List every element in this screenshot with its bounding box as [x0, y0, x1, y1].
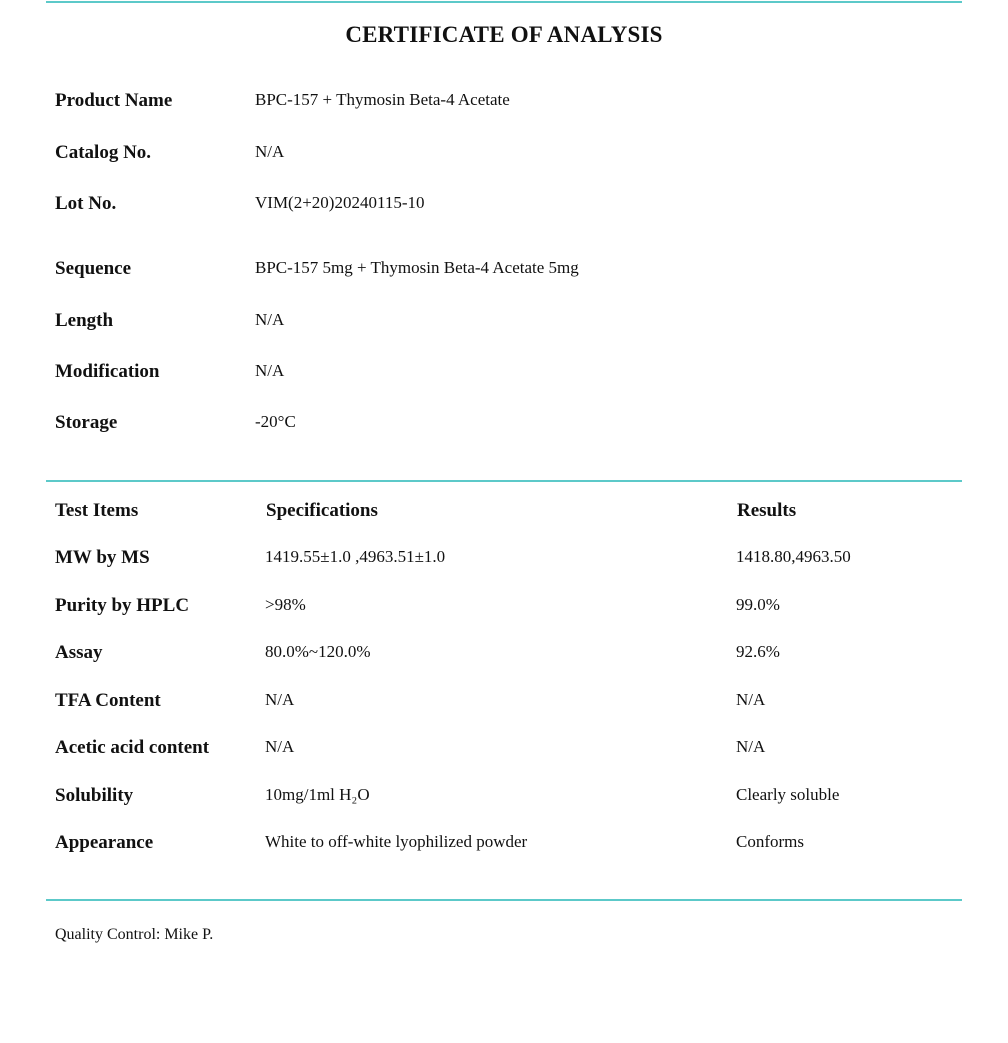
info-value: N/A — [255, 361, 285, 380]
info-row-length — [55, 310, 955, 334]
top-divider — [46, 1, 962, 3]
test-result: Clearly soluble — [736, 785, 840, 804]
test-spec: >98% — [265, 595, 306, 614]
info-label: Storage — [55, 412, 118, 433]
info-row-modification — [55, 361, 955, 385]
info-row-product-name — [55, 90, 955, 114]
info-value: -20°C — [255, 412, 296, 431]
info-label: Catalog No. — [55, 142, 152, 163]
test-item: Appearance — [55, 832, 154, 853]
test-result: 99.0% — [736, 595, 780, 614]
test-spec: 1419.55±1.0 ,4963.51±1.0 — [265, 547, 446, 566]
middle-divider — [46, 480, 962, 482]
table-row — [55, 642, 955, 666]
test-item: Purity by HPLC — [55, 595, 190, 616]
info-label: Sequence — [55, 258, 131, 279]
table-row — [55, 547, 955, 571]
info-label: Modification — [55, 361, 160, 382]
info-value: N/A — [255, 142, 285, 161]
info-row-catalog-no — [55, 142, 955, 166]
bottom-divider — [46, 899, 962, 901]
quality-control-signoff: Quality Control: Mike P. — [55, 926, 214, 943]
test-item: MW by MS — [55, 547, 150, 568]
test-spec: N/A — [265, 737, 295, 756]
info-row-storage — [55, 412, 955, 436]
test-item: Assay — [55, 642, 103, 663]
info-label: Product Name — [55, 90, 173, 111]
info-value: VIM(2+20)20240115-10 — [255, 193, 425, 212]
info-label: Lot No. — [55, 193, 117, 214]
test-spec: 80.0%~120.0% — [265, 642, 371, 661]
test-item: TFA Content — [55, 690, 161, 711]
table-row — [55, 785, 955, 809]
table-row — [55, 690, 955, 714]
test-spec: White to off-white lyophilized powder — [265, 832, 528, 851]
test-spec: N/A — [265, 690, 295, 709]
table-header-row — [55, 500, 955, 524]
test-spec: 10mg/1ml H₂O — [265, 785, 370, 804]
table-row — [55, 737, 955, 761]
info-value: BPC-157 + Thymosin Beta-4 Acetate — [255, 90, 510, 109]
test-item: Acetic acid content — [55, 737, 210, 758]
test-result: 1418.80,4963.50 — [736, 547, 851, 566]
header-test-items: Test Items — [55, 500, 139, 521]
info-value: BPC-157 5mg + Thymosin Beta-4 Acetate 5mg — [255, 258, 579, 277]
info-row-lot-no — [55, 193, 955, 217]
info-value: N/A — [255, 310, 285, 329]
info-row-sequence — [55, 258, 955, 282]
test-result: Conforms — [736, 832, 804, 851]
test-result: N/A — [736, 737, 766, 756]
table-row — [55, 595, 955, 619]
header-results: Results — [737, 500, 797, 521]
test-item: Solubility — [55, 785, 134, 806]
test-result: N/A — [736, 690, 766, 709]
table-row — [55, 832, 955, 856]
test-result: 92.6% — [736, 642, 780, 661]
info-label: Length — [55, 310, 114, 331]
header-specifications: Specifications — [266, 500, 378, 521]
document-title: CERTIFICATE OF ANALYSIS — [345, 22, 663, 47]
